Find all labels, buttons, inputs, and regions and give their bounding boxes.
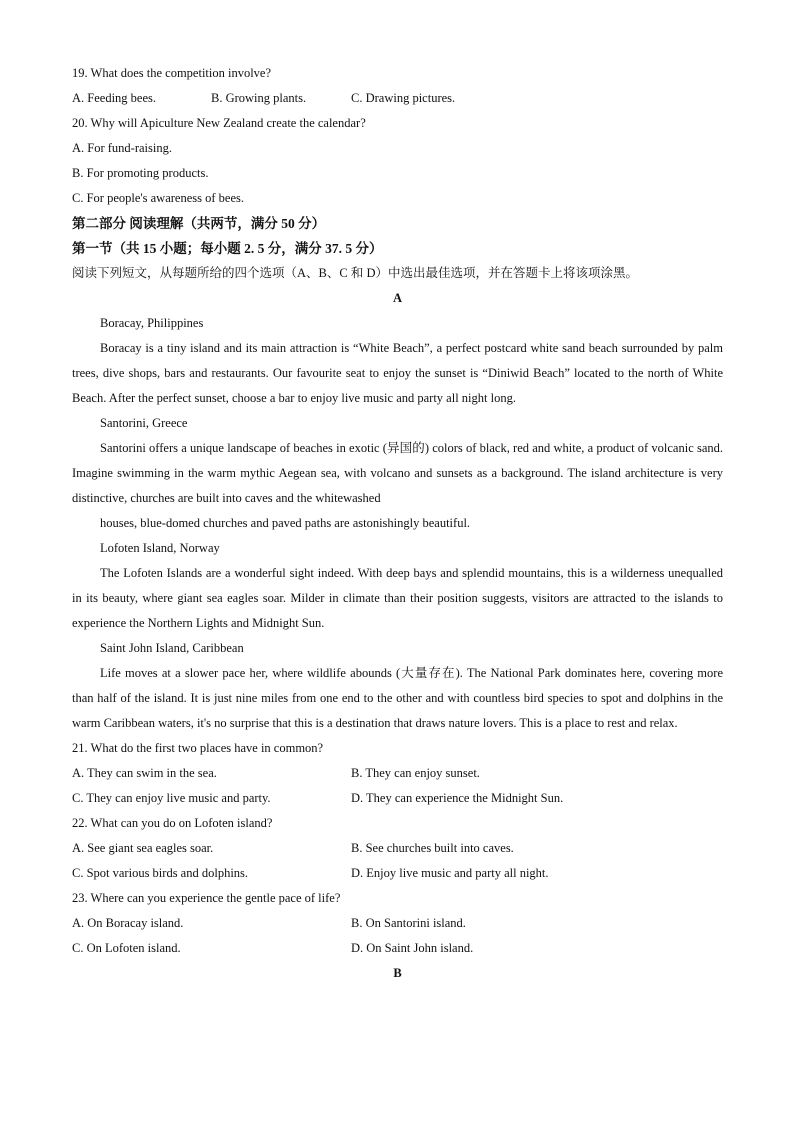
question-19-option-a: A. Feeding bees. [72, 91, 157, 105]
question-20-stem: 20. Why will Apiculture New Zealand create the calendar? [72, 116, 366, 130]
reading-instructions: 阅读下列短文，从每题所给的四个选项（A、B、C 和 D）中选出最佳选项，并在答题卡上将该项涂黑。 [72, 266, 638, 280]
question-22-stem: 22. What can you do on Lofoten island? [72, 816, 273, 830]
question-21-option-a: A. They can swim in the sea. [72, 766, 217, 780]
question-19-option-b: B. Growing plants. [211, 91, 307, 105]
question-19-option-c: C. Drawing pictures. [351, 91, 456, 105]
question-21-option-d: D. They can experience the Midnight Sun. [351, 791, 564, 805]
question-20-option-c: C. For people's awareness of bees. [72, 191, 244, 205]
place-title-lofoten: Lofoten Island, Norway [100, 541, 220, 555]
question-21-option-b: B. They can enjoy sunset. [351, 766, 480, 780]
section-one-heading: 第一节（共 15 小题；每小题 2. 5 分，满分 37. 5 分） [72, 241, 383, 256]
question-23-option-c: C. On Lofoten island. [72, 941, 181, 955]
question-19-stem: 19. What does the competition involve? [72, 66, 272, 80]
question-21-stem: 21. What do the first two places have in common? [72, 741, 324, 755]
question-22-option-d: D. Enjoy live music and party all night. [351, 866, 549, 880]
place-paragraph-lofoten: The Lofoten Islands are a wonderful sight indeed. With deep bays and splendid mountains, this is a wilderness unequalled in its beauty, where giant sea eagles soar. Milder in climate than their position suggests, visitors are attracted to the islands to experience the Northern Lights and Midnight Sun. [72, 566, 723, 630]
question-22-option-a: A. See giant sea eagles soar. [72, 841, 214, 855]
place-title-saint-john: Saint John Island, Caribbean [100, 641, 244, 655]
question-23-options-row-1 [72, 911, 723, 936]
question-23-stem: 23. Where can you experience the gentle pace of life? [72, 891, 341, 905]
question-23-option-d: D. On Saint John island. [351, 941, 474, 955]
question-21-options-row-1 [72, 761, 723, 786]
question-22-option-b: B. See churches built into caves. [351, 841, 514, 855]
place-paragraph-santorini: Santorini offers a unique landscape of beaches in exotic (异国的) colors of black, red and white, a product of volcanic sand. Imagine swimming in the warm mythic Aegean sea, with volcano and sunsets as a background. The island architecture is very distinctive, churches are built into caves and the whitewashed [72, 441, 723, 505]
question-19-options [72, 86, 723, 111]
question-20-option-a: A. For fund-raising. [72, 141, 172, 155]
question-23-options-row-2 [72, 936, 723, 961]
place-paragraph-boracay: Boracay is a tiny island and its main attraction is “White Beach”, a perfect postcard white sand beach surrounded by palm trees, dive shops, bars and restaurants. Our favourite seat to enjoy the sunset is “Diniwid Beach” located to the north of White Beach. After the perfect sunset, choose a bar to enjoy live music and party all night long. [72, 341, 723, 405]
question-23-option-a: A. On Boracay island. [72, 916, 184, 930]
place-paragraph-saint-john: Life moves at a slower pace her, where wildlife abounds (大量存在). The National Park dominates here, covering more than half of the island. It is just nine miles from one end to the other and with countless bird species to spot and dolphins in the warm Caribbean waters, it's no surprise that this is a destination that draws nature lovers. This is a place to rest and relax. [72, 666, 723, 730]
place-title-santorini: Santorini, Greece [100, 416, 188, 430]
place-title-boracay: Boracay, Philippines [100, 316, 204, 330]
question-22-option-c: C. Spot various birds and dolphins. [72, 866, 249, 880]
question-21-options-row-2 [72, 786, 723, 811]
part-two-heading: 第二部分 阅读理解（共两节，满分 50 分） [72, 216, 326, 231]
question-22-options-row-2 [72, 861, 723, 886]
question-21-option-c: C. They can enjoy live music and party. [72, 791, 271, 805]
exam-page [72, 61, 723, 986]
passage-a-label: A [392, 291, 403, 305]
question-23-option-b: B. On Santorini island. [351, 916, 466, 930]
place-paragraph-santorini-continued: houses, blue-domed churches and paved paths are astonishingly beautiful. [100, 516, 471, 530]
question-20-option-b: B. For promoting products. [72, 166, 209, 180]
passage-b-label: B [393, 966, 402, 980]
question-22-options-row-1 [72, 836, 723, 861]
